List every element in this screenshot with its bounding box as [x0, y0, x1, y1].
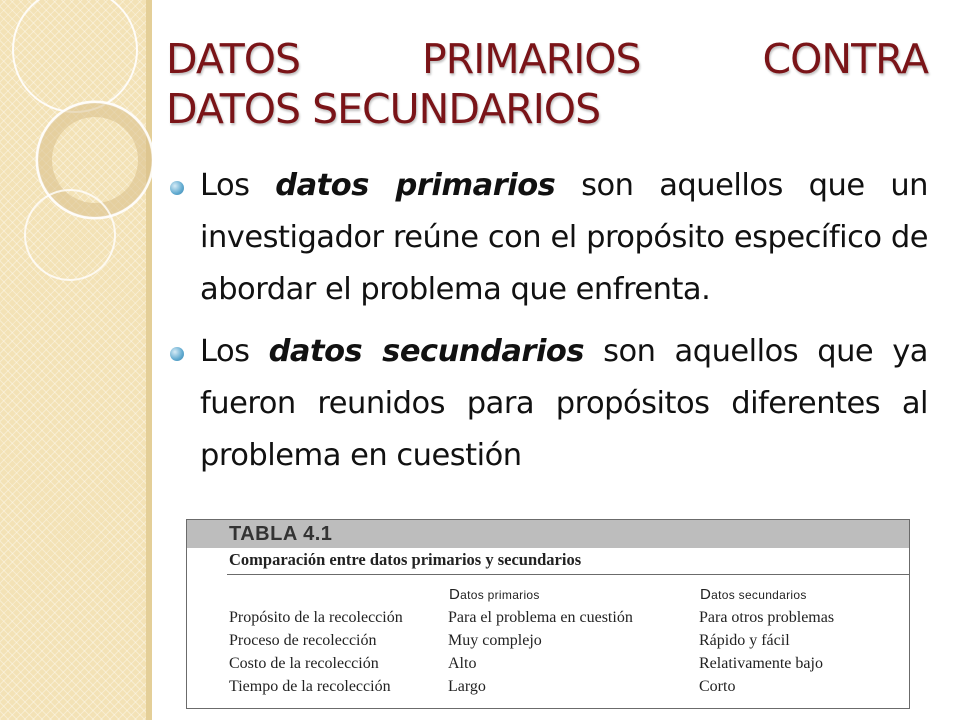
slide-title [166, 34, 928, 134]
bullet-term: datos secundarios [268, 334, 585, 369]
title-line-1: DATOS PRIMARIOS CONTRA [166, 35, 928, 83]
bullet-term: datos primarios [275, 168, 556, 203]
bullet-text-post: son aquellos que un investigador reúne con el propósito específico de abordar el problema que enfrenta. [200, 168, 928, 307]
table-subtitle: Comparación entre datos primarios y secundarios [229, 550, 582, 569]
row-secondary: Relativamente bajo [699, 655, 823, 672]
bullet-text-post: son aquellos que ya fueron reunidos para propósitos diferentes al problema en cuestión [200, 334, 928, 473]
table-subtitle-bar [227, 548, 909, 575]
bullet-list [168, 160, 928, 492]
table-header-bar [187, 520, 909, 548]
row-primary: Largo [448, 678, 486, 695]
bullet-secondary-data [168, 326, 928, 482]
row-primary: Para el problema en cuestión [448, 609, 633, 626]
row-secondary: Rápido y fácil [699, 632, 790, 649]
bullet-text-pre: Los [200, 168, 276, 203]
row-secondary: Para otros problemas [699, 609, 835, 626]
row-primary: Muy complejo [448, 632, 542, 649]
comparison-table [186, 519, 910, 709]
row-label: Propósito de la recolección [229, 609, 403, 626]
bullet-dot-icon [170, 347, 184, 361]
decorative-circles [0, 0, 160, 360]
bullet-primary-data [168, 160, 928, 316]
bullet-text-pre: Los [200, 334, 269, 369]
row-secondary: Corto [699, 678, 736, 695]
row-label: Tiempo de la recolección [229, 678, 391, 695]
row-label: Proceso de recolección [229, 632, 377, 649]
column-header-secondary: Datos secundarios [700, 586, 807, 603]
row-label: Costo de la recolección [229, 655, 379, 672]
table-label: TABLA 4.1 [229, 523, 333, 545]
row-primary: Alto [448, 655, 477, 672]
title-line-2: DATOS SECUNDARIOS [166, 85, 601, 133]
column-header-primary: Datos primarios [449, 586, 540, 603]
bullet-dot-icon [170, 181, 184, 195]
